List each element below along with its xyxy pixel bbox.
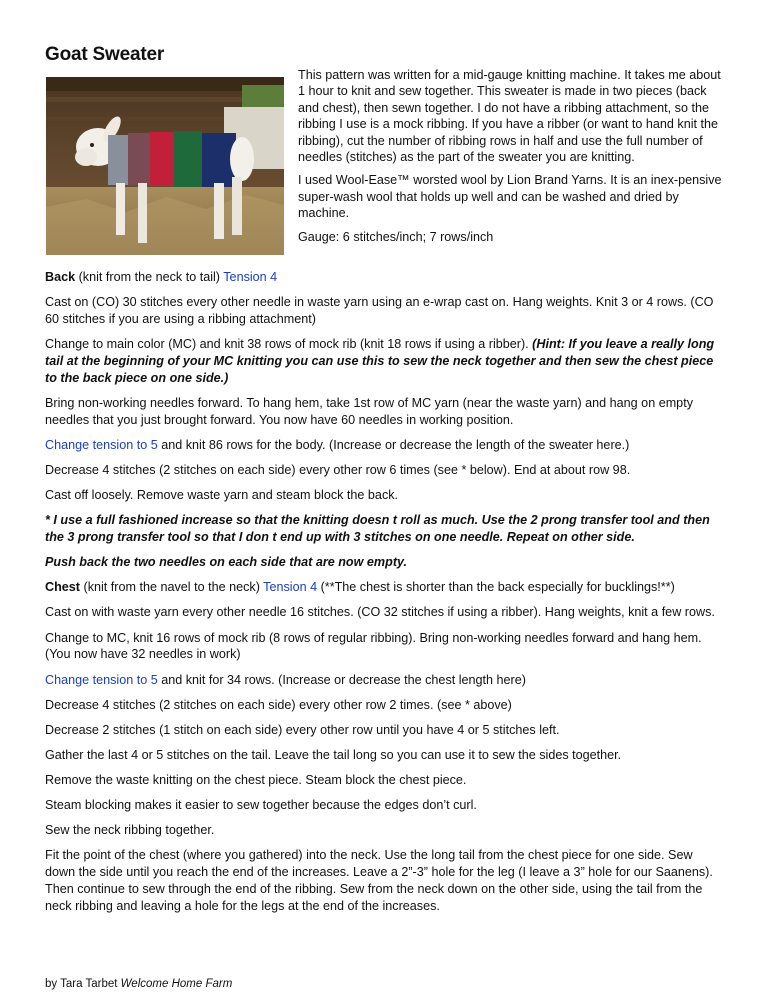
back-note: * I use a full fashioned increase so that the knitting doesn t roll as much. Use the 2 prong transfer tool and then the 3 prong transfer tool so that I don t end up with 3 stitches on one needle. Repeat on other side. [45,513,710,545]
back-heading: Back [45,270,76,284]
back-heading-line [45,269,725,286]
chest-step: Remove the waste knitting on the chest piece. Steam block the chest piece. [45,772,467,787]
chest-tension-note: (**The chest is shorter than the back especially for bucklings!**) [317,580,675,595]
back-step-text: and knit 86 rows for the body. (Increase or decrease the length of the sweater here.) [157,438,630,452]
back-step: Cast on (CO) 30 stitches every other needle in waste yarn using an e-wrap cast on. Hang weights. Knit 3 or 4 rows. (CO 60 stitches if you are using a ribbing attachment) [45,295,714,326]
back-step-text: Change to main color (MC) and knit 38 rows of mock rib (knit 18 rows if using a ribber). [45,337,533,352]
back-hint: (Hint: If you leave a really long tail at the beginning of your MC knitting you can use this to sew the neck together and then sew the chest piece to the back piece on one side.) [45,337,715,385]
back-step: Cast off loosely. Remove waste yarn and steam block the back. [45,488,399,503]
chest-step: Change to MC, knit 16 rows of mock rib (8 rows of regular ribbing). Bring non-working needles forward and hang hem. (You now have 32 needles in work) [45,630,702,662]
chest-tension-link[interactable]: Tension 4 [263,580,318,595]
pattern-body [45,269,725,923]
chest-step: Sew the neck ribbing together. [45,823,215,838]
back-tension-link[interactable]: Tension 4 [223,270,278,284]
back-step: Bring non-working needles forward. To hang hem, take 1st row of MC yarn (near the waste yarn) and hang on empty needles that you just brought forward. You now have 60 needles in working position. [45,396,693,427]
footer-farm: Welcome Home Farm [120,978,233,990]
intro-paragraph: This pattern was written for a mid-gauge knitting machine. It takes me about 1 hour to knit and sew together. This sweater is made in two pieces (back and chest), then sewn together. I do not have a ribbing attachment, so the ribbing I use is a mock ribbing. If you have a ribber (or want to hand knit the ribbing), cut the number of ribbing rows in half and use the full number of needles (stitches) as the part of the sweater you are knitting. [298,68,721,165]
chest-heading-note: (knit from the navel to the neck) [80,580,264,595]
chest-step: Gather the last 4 or 5 stitches on the tail. Leave the tail long so you can use it to sew the sides together. [45,747,622,762]
chest-step: Decrease 4 stitches (2 stitches on each side) every other row 2 times. (see * above) [45,697,512,712]
chest-step: Fit the point of the chest (where you gathered) into the neck. Use the long tail from the chest piece for one side. Sew down the side until you reach the end of the increases. Leave a 2”-3” hole for the leg (I leave a 3” hole for our Saanens). Then continue to sew through the end of the ribbing. Sew from the neck down on the other side, using the tail from the neck ribbing and leaving a hole for the legs at the end of the increases. [45,848,713,913]
chest-change-tension-link[interactable]: Change tension to 5 [45,672,158,687]
back-step [45,437,725,454]
chest-step [45,672,725,689]
chest-step-text: and knit for 34 rows. (Increase or decrease the chest length here) [157,672,526,687]
chest-heading-line [45,579,725,596]
chest-heading: Chest [45,580,80,595]
goat-sweater-photo [46,77,284,255]
chest-step: Cast on with waste yarn every other needle 16 stitches. (CO 32 stitches if using a ribber). Hang weights, knit a few rows. [45,605,715,620]
chest-step: Steam blocking makes it easier to sew together because the edges don’t curl. [45,798,477,813]
page-title: Goat Sweater [45,44,165,65]
back-step: Decrease 4 stitches (2 stitches on each side) every other row 6 times (see * below). End at about row 98. [45,463,631,478]
back-heading-note: (knit from the neck to tail) [75,270,224,284]
chest-step: Decrease 2 stitches (1 stitch on each side) every other row until you have 4 or 5 stitches left. [45,722,560,737]
intro-text [298,67,728,252]
footer-author: by Tara Tarbet [45,978,121,990]
gauge-paragraph: Gauge: 6 stitches/inch; 7 rows/inch [298,229,494,244]
back-note: Push back the two needles on each side that are now empty. [45,555,408,570]
back-step [45,336,725,387]
intro-paragraph: I used Wool-Ease™ worsted wool by Lion Brand Yarns. It is an inex-pensive super-wash wool that holds up well and can be washed and dried by machine. [298,173,722,221]
back-change-tension-link[interactable]: Change tension to 5 [45,438,158,452]
footer-credit [45,978,232,990]
